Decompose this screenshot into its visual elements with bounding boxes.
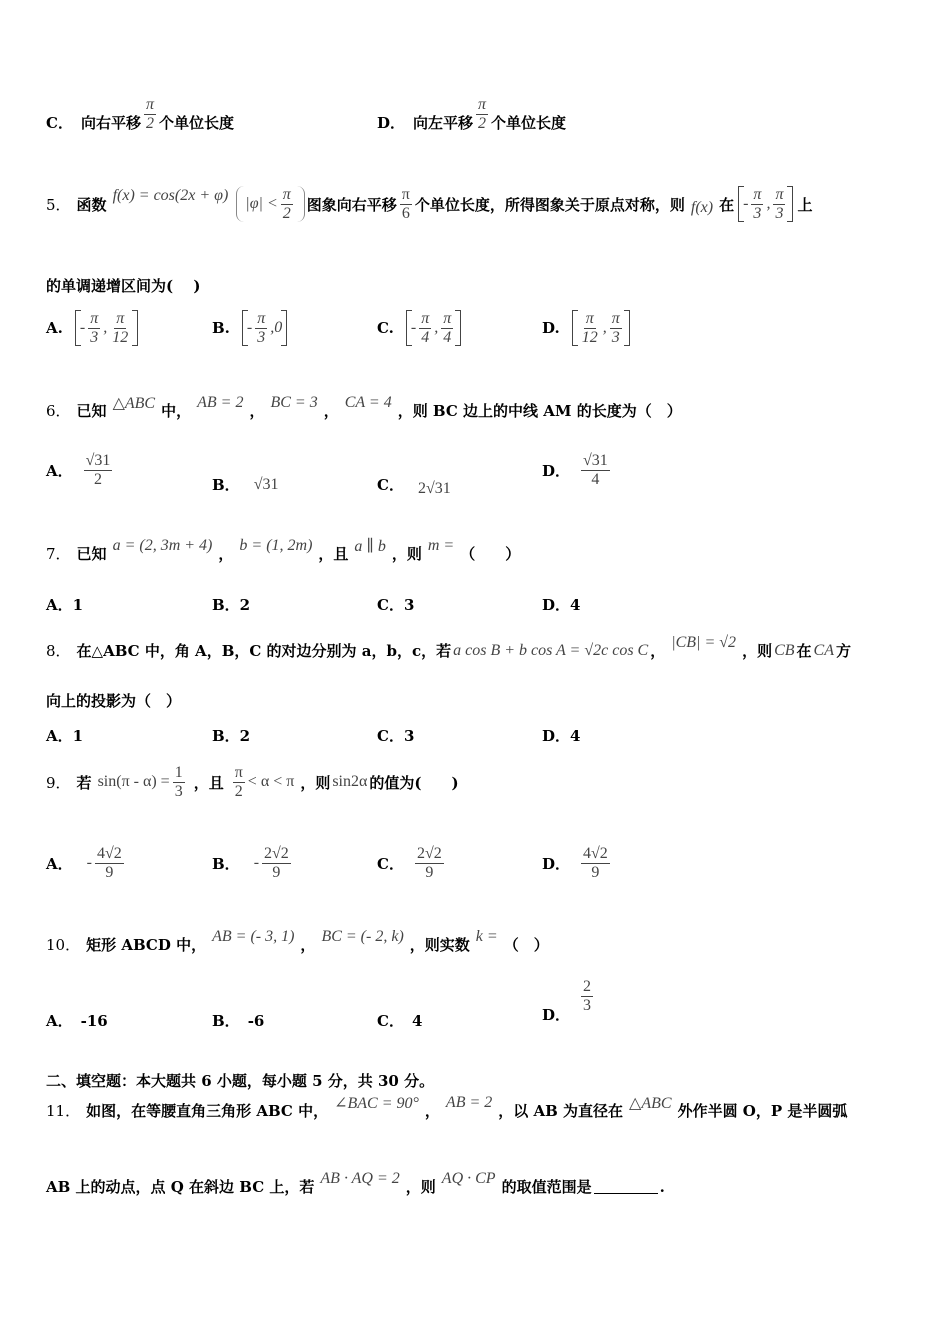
q9-option-d[interactable]: D． $\frac{4√2}{9}$: [542, 845, 608, 881]
math-vector-b: b = (1, 2m): [239, 536, 313, 554]
option-label: C．: [377, 1012, 404, 1030]
interval: - $\frac{\pi}{3}$ , 0: [242, 310, 287, 346]
math-vector-bc: BC = (- 2, k): [321, 927, 404, 945]
math-k: k =: [475, 927, 498, 945]
question-text: .: [659, 1177, 665, 1196]
question-9: [46, 764, 910, 800]
option-label: D．: [542, 1005, 571, 1024]
question-11-line2: [46, 1169, 910, 1197]
option-label: B．: [212, 854, 240, 873]
q9-option-b[interactable]: B． - $\frac{2√2}{9}$: [212, 845, 289, 881]
option-label: A.: [46, 319, 63, 338]
option-label: C．: [377, 854, 404, 873]
q10-option-d[interactable]: D． $\frac{2}{3}$: [542, 978, 592, 1024]
q9-option-a[interactable]: A． - $\frac{4√2}{9}$: [46, 845, 122, 881]
question-10: 10． 矩形 ABCD 中， AB = (- 3, 1) ， BC = (- 2, k) ，则实数 k = （ ）: [46, 927, 549, 954]
q10-option-a[interactable]: A． -16: [46, 1011, 108, 1030]
math-condition: |φ| < $\frac{\pi}{2}$: [236, 186, 304, 222]
question-8: 8． 在△ABC 中，角 A，B，C 的对边分别为 a，b，c，若 a cos B + b cos A = √2c cos C ， |CB| = √2 ，则 CB 在 CA 方: [46, 633, 852, 660]
question-text: 函数: [76, 195, 107, 214]
question-text: AB 上的动点，点 Q 在斜边 BC 上，若: [46, 1178, 315, 1196]
q8-option-d[interactable]: D．4: [542, 727, 581, 745]
option-text: 向左平移: [413, 113, 474, 132]
fraction: $\frac{\pi}{6}$: [401, 186, 410, 222]
fraction: $\frac{\pi}{2}$: [478, 96, 487, 132]
question-text: ，则: [300, 773, 331, 792]
q5-option-a[interactable]: [46, 310, 142, 346]
q8-option-a[interactable]: A．1: [46, 727, 84, 745]
math-magnitude: |CB| = √2: [671, 633, 737, 651]
q6-option-c[interactable]: C． 2√31: [377, 476, 451, 497]
question-text: 在: [719, 195, 735, 214]
math-ab: AB = 2: [197, 393, 244, 411]
option-label: C．: [377, 476, 404, 494]
question-text: ，且: [318, 545, 349, 563]
question-text: 如图，在等腰直角三角形 ABC 中，: [86, 1102, 329, 1120]
question-text: 的单调递增区间为( ): [46, 277, 201, 295]
math-vector-cb: CB: [774, 641, 795, 659]
question-text: 已知: [76, 402, 107, 420]
option-label: D．: [542, 461, 571, 480]
math-parallel: a ∥ b: [354, 537, 386, 555]
math-angle: ∠BAC = 90°: [334, 1094, 419, 1112]
question-text: （ ）: [503, 936, 549, 954]
question-text: （ ）: [460, 545, 521, 563]
math-equation: a cos B + b cos A = √2c cos C: [453, 641, 649, 659]
interval: - $\frac{\pi}{3}$ , $\frac{\pi}{12}$: [75, 310, 138, 346]
math-fx: f(x): [690, 199, 714, 217]
question-text: 矩形 ABCD 中，: [86, 936, 207, 954]
question-text: 在: [796, 642, 812, 660]
math-vector-ab: AB = (- 3, 1): [212, 927, 295, 945]
option-text: 个单位长度: [491, 113, 567, 132]
math-sin: sin(π - α) = $\frac{1}{3}$: [97, 764, 183, 800]
question-number: 9．: [46, 773, 71, 792]
question-5: [46, 186, 910, 222]
question-text: 上: [797, 195, 813, 214]
question-5-line2: [46, 275, 910, 296]
question-number: 7．: [46, 545, 71, 563]
option-label: B．: [212, 1012, 240, 1030]
q4-option-d[interactable]: [377, 96, 567, 140]
option-label: B．: [212, 476, 240, 494]
q8-option-c[interactable]: C．3: [377, 727, 415, 745]
answer-blank[interactable]: [594, 1179, 658, 1194]
q4-option-c[interactable]: [46, 96, 234, 140]
question-number: 5．: [46, 195, 71, 214]
question-text: ，则实数: [409, 936, 470, 954]
question-text: ，且: [193, 773, 224, 792]
fraction: $\frac{\pi}{2}$: [145, 96, 154, 132]
question-text: 的值为( ): [369, 773, 459, 792]
q7-option-a[interactable]: A．1: [46, 596, 84, 614]
interval: $\frac{\pi}{12}$ , $\frac{\pi}{3}$: [572, 310, 630, 346]
question-text: 图象向右平移: [306, 195, 397, 214]
question-number: 11．: [46, 1102, 81, 1120]
question-number: 10．: [46, 936, 81, 954]
math-dot-product: AB · AQ = 2: [320, 1169, 400, 1187]
question-6: 6． 已知 △ABC 中， AB = 2 ， BC = 3 ， CA = 4 ，则 BC 边上的中线 AM 的长度为（ ）: [46, 393, 682, 420]
option-label: B.: [212, 319, 230, 338]
option-label: D．: [377, 113, 406, 132]
question-text: ，则: [391, 545, 422, 563]
interval: - $\frac{\pi}{3}$ , $\frac{\pi}{3}$: [738, 186, 793, 222]
question-11: 11． 如图，在等腰直角三角形 ABC 中， ∠BAC = 90° ， AB = 2 ，以 AB 为直径在 △ABC 外作半圆 O，P 是半圆弧: [46, 1093, 848, 1120]
option-label: D．: [542, 854, 571, 873]
question-text: ，以 AB 为直径在: [498, 1102, 624, 1120]
math-triangle: △ABC: [629, 1094, 672, 1112]
q7-option-d[interactable]: D．4: [542, 596, 581, 614]
question-text: 向上的投影为（ ）: [46, 692, 182, 710]
question-text: 个单位长度，所得图象关于原点对称，则: [414, 195, 685, 214]
question-text: ，则: [405, 1178, 436, 1196]
option-label: D.: [542, 319, 560, 338]
question-text: ，则: [742, 642, 773, 660]
question-8-line2: [46, 690, 910, 711]
question-text: 外作半圆 O，P 是半圆弧: [677, 1102, 848, 1120]
question-text: ，则 BC 边上的中线 AM 的长度为（ ）: [397, 402, 682, 420]
q10-option-c[interactable]: C． 4: [377, 1011, 423, 1030]
q7-option-b[interactable]: B．2: [212, 596, 251, 614]
q5-option-c[interactable]: [377, 310, 465, 346]
q5-option-d[interactable]: [542, 310, 634, 346]
math-sin2a: sin2α: [332, 773, 368, 791]
q6-option-d[interactable]: D． $\frac{√31}{4}$: [542, 452, 608, 488]
math-ca: CA = 4: [344, 393, 392, 411]
option-label: A．: [46, 1012, 73, 1030]
math-m: m =: [427, 536, 455, 554]
option-label: C．: [46, 113, 73, 132]
question-text: 方: [836, 642, 852, 660]
math-triangle: △ABC: [112, 394, 156, 412]
q6-option-a[interactable]: A． $\frac{√31}{2}$: [46, 452, 111, 488]
question-number: 6．: [46, 402, 71, 420]
question-text: 在△ABC 中，角 A，B，C 的对边分别为 a，b，c，若: [76, 642, 452, 660]
question-text: 已知: [76, 545, 107, 563]
option-label: A．: [46, 461, 73, 480]
math-ab: AB = 2: [445, 1093, 493, 1111]
option-text: 个单位长度: [158, 113, 234, 132]
q5-option-b[interactable]: [212, 310, 291, 346]
math-function: f(x) = cos(2x + φ): [112, 187, 229, 205]
question-text: 中，: [161, 402, 192, 420]
option-label: C.: [377, 319, 394, 338]
q9-option-c[interactable]: C． $\frac{2√2}{9}$: [377, 845, 442, 881]
option-label: A．: [46, 854, 73, 873]
question-text: 的取值范围是: [501, 1178, 592, 1196]
section-heading: 二、填空题：本大题共 6 小题，每小题 5 分，共 30 分。: [46, 1072, 435, 1090]
math-bc: BC = 3: [270, 393, 318, 411]
math-range: $\frac{\pi}{2}$ < α < π: [234, 764, 295, 800]
math-vector-ca: CA: [813, 641, 834, 659]
math-vector-a: a = (2, 3m + 4): [112, 536, 213, 554]
q6-option-b[interactable]: B． √31: [212, 475, 279, 494]
q10-option-b[interactable]: B． -6: [212, 1011, 265, 1030]
q8-option-b[interactable]: B．2: [212, 727, 251, 745]
question-7: 7． 已知 a = (2, 3m + 4) ， b = (1, 2m) ，且 a ∥ b ，则 m = （ ）: [46, 536, 521, 563]
q7-option-c[interactable]: C．3: [377, 596, 415, 614]
math-dot-product: AQ · CP: [441, 1169, 496, 1187]
option-text: 向右平移: [80, 113, 141, 132]
question-number: 8．: [46, 642, 71, 660]
interval: - $\frac{\pi}{4}$ , $\frac{\pi}{4}$: [406, 310, 461, 346]
question-text: 若: [76, 773, 92, 792]
